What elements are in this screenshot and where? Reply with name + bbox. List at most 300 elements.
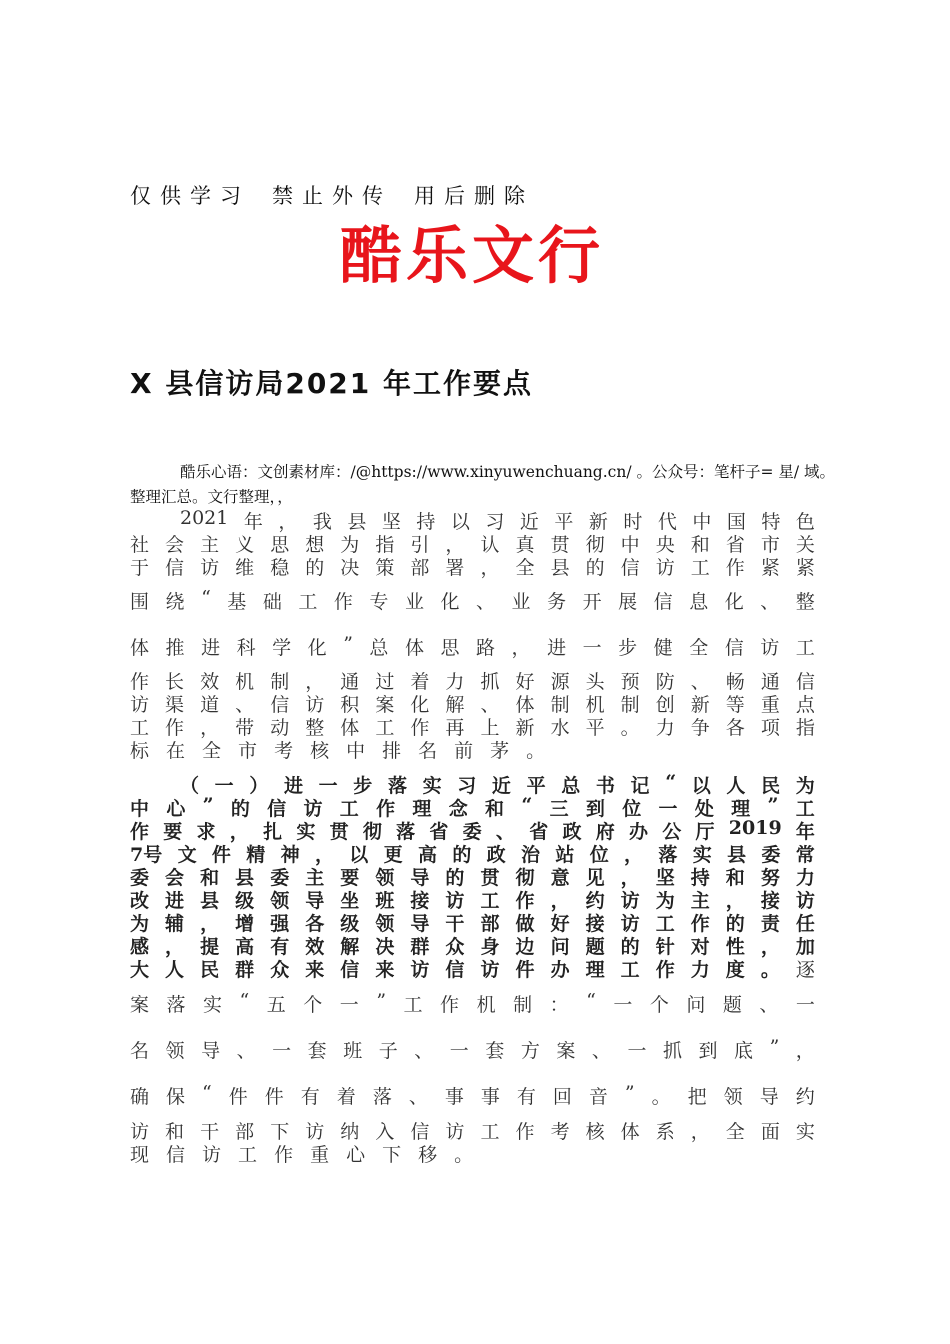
text-glyph: 访 [795, 890, 815, 912]
text-glyph: 稳 [270, 557, 290, 579]
text-glyph: 、 [760, 591, 780, 613]
text-glyph: 访 [305, 694, 325, 716]
text-glyph: 2021 [180, 507, 229, 529]
text-glyph: 力 [655, 717, 675, 739]
text-glyph: ， [690, 1121, 710, 1143]
text-glyph: 近 [519, 511, 539, 533]
text-glyph: 件 [228, 1086, 248, 1108]
text-glyph: 记 [630, 775, 650, 797]
text-glyph: 针 [655, 936, 675, 958]
text-glyph: 题 [722, 994, 742, 1016]
text-glyph: 部 [480, 913, 500, 935]
text-glyph: ， [278, 511, 298, 533]
text-glyph: 渠 [165, 694, 185, 716]
text-glyph: 总 [369, 637, 389, 659]
text-glyph: 要 [163, 821, 183, 843]
text-glyph: 访 [410, 959, 430, 981]
text-glyph: 感 [130, 936, 150, 958]
text-glyph: 工 [655, 913, 675, 935]
text-glyph: 扎 [263, 821, 283, 843]
text-glyph: 绕 [165, 591, 185, 613]
text-glyph: 、 [690, 671, 710, 693]
text-glyph: 业 [511, 591, 531, 613]
text-glyph: 众 [445, 936, 465, 958]
text-glyph: 有 [270, 936, 290, 958]
text-glyph: 制 [270, 671, 290, 693]
text-glyph: 在 [166, 740, 186, 762]
text-glyph: 接 [760, 890, 780, 912]
text-glyph: ） [249, 775, 269, 797]
text-glyph: 着 [336, 1086, 356, 1108]
text-glyph: 作 [165, 717, 185, 739]
text-glyph: 边 [515, 936, 535, 958]
text-glyph: 决 [375, 936, 395, 958]
text-glyph: 紧 [795, 557, 815, 579]
text-glyph: 个 [649, 994, 669, 1016]
text-glyph: 一 [627, 1040, 647, 1062]
paragraph1-line [130, 736, 815, 763]
text-glyph: “ [202, 1082, 212, 1104]
text-glyph: 主 [690, 890, 710, 912]
text-glyph: 底 [734, 1040, 754, 1062]
text-glyph: 坚 [655, 867, 675, 889]
text-glyph: 彻 [362, 821, 382, 843]
text-glyph: 干 [200, 1121, 220, 1143]
text-glyph: 方 [520, 1040, 540, 1062]
text-glyph: 加 [795, 936, 815, 958]
text-glyph: 7号 [130, 844, 163, 866]
text-glyph: 创 [655, 694, 675, 716]
text-glyph: 访 [130, 694, 150, 716]
text-glyph: 国 [726, 511, 746, 533]
text-glyph: 工 [130, 717, 150, 739]
text-glyph: 、 [495, 821, 515, 843]
text-glyph: 制 [513, 994, 533, 1016]
text-glyph: 工 [403, 994, 423, 1016]
text-glyph: 责 [760, 913, 780, 935]
text-glyph: 名 [418, 740, 438, 762]
text-glyph: 套 [307, 1040, 327, 1062]
text-glyph: 名 [130, 1040, 150, 1062]
paragraph1-line [130, 553, 815, 580]
text-glyph: 。 [620, 717, 640, 739]
text-glyph: ， [620, 867, 640, 889]
text-glyph: 省 [725, 534, 745, 556]
text-glyph: 治 [521, 844, 541, 866]
paragraph3-line [130, 1082, 815, 1109]
text-glyph: 问 [550, 936, 570, 958]
text-glyph: 解 [445, 694, 465, 716]
text-glyph: 众 [270, 959, 290, 981]
text-glyph: 以 [691, 775, 711, 797]
text-glyph: ， [725, 890, 745, 912]
text-glyph: ， [624, 844, 644, 866]
text-glyph: 整 [305, 717, 325, 739]
text-glyph: 部 [410, 557, 430, 579]
text-glyph: 站 [555, 844, 575, 866]
text-glyph: 工 [339, 798, 359, 820]
text-glyph: 作 [130, 671, 150, 693]
text-glyph: 项 [760, 717, 780, 739]
text-glyph: 实 [422, 775, 442, 797]
text-glyph: 和 [165, 1121, 185, 1143]
text-glyph: 更 [383, 844, 403, 866]
paragraph2-line [130, 955, 815, 982]
text-glyph: 为 [340, 534, 360, 556]
text-glyph: 新 [690, 694, 710, 716]
text-glyph: “ [239, 990, 250, 1012]
text-glyph: 各 [725, 717, 745, 739]
text-glyph: 作 [725, 557, 745, 579]
text-glyph: 进 [547, 637, 567, 659]
text-glyph: 领 [375, 867, 395, 889]
text-glyph: 新 [588, 511, 608, 533]
text-glyph: 业 [404, 591, 424, 613]
text-glyph: 落 [387, 775, 407, 797]
text-glyph: 信 [445, 959, 465, 981]
brand-logo-text: 酷乐文行 [340, 219, 605, 292]
text-glyph: 效 [305, 936, 325, 958]
text-glyph: 一 [613, 994, 633, 1016]
text-glyph: 持 [690, 867, 710, 889]
text-glyph: （ [180, 775, 200, 797]
text-glyph: 五 [266, 994, 286, 1016]
text-glyph: 带 [235, 717, 255, 739]
text-glyph: 特 [761, 511, 781, 533]
text-glyph: 干 [445, 913, 465, 935]
text-glyph: 访 [202, 1144, 222, 1166]
text-glyph: 体 [620, 1121, 640, 1143]
text-glyph: 的 [620, 936, 640, 958]
text-glyph: ， [305, 671, 325, 693]
text-glyph: 有 [300, 1086, 320, 1108]
text-glyph: 化 [724, 591, 744, 613]
text-glyph: 作 [333, 591, 353, 613]
text-glyph: 改 [130, 890, 150, 912]
paragraph3-line [130, 1140, 815, 1167]
text-glyph: 核 [310, 740, 330, 762]
text-glyph: 和 [725, 867, 745, 889]
text-glyph: 中 [620, 534, 640, 556]
text-glyph: 级 [235, 890, 255, 912]
text-glyph: 身 [480, 936, 500, 958]
text-glyph: 强 [270, 913, 290, 935]
text-glyph: 高 [417, 844, 437, 866]
text-glyph: 大 [130, 959, 150, 981]
text-glyph: 道 [200, 694, 220, 716]
promo-note [130, 460, 850, 510]
text-glyph: 、 [236, 1040, 256, 1062]
text-glyph: 和 [690, 534, 710, 556]
text-glyph: 信 [270, 694, 290, 716]
text-glyph: 一 [449, 1040, 469, 1062]
text-glyph: 委 [270, 867, 290, 889]
text-glyph: 一 [339, 994, 359, 1016]
text-glyph: 开 [582, 591, 602, 613]
text-glyph: 时 [623, 511, 643, 533]
text-glyph: 神 [280, 844, 300, 866]
text-glyph: 、 [414, 1040, 434, 1062]
text-glyph: 导 [759, 1086, 779, 1108]
text-glyph: 决 [340, 557, 360, 579]
text-glyph: ” [624, 1082, 635, 1104]
text-glyph: 积 [340, 694, 360, 716]
text-glyph: 健 [653, 637, 673, 659]
text-glyph: 件 [211, 844, 231, 866]
text-glyph: 信 [410, 1121, 430, 1143]
text-glyph: 三 [549, 798, 569, 820]
text-glyph: ” [343, 633, 353, 655]
text-glyph: 引 [410, 534, 430, 556]
text-glyph: 息 [689, 591, 709, 613]
text-glyph: 年 [795, 821, 815, 843]
text-glyph: 有 [516, 1086, 536, 1108]
text-glyph: 考 [550, 1121, 570, 1143]
text-glyph: 访 [200, 557, 220, 579]
text-glyph: 重 [310, 1144, 330, 1166]
text-glyph: 整 [795, 591, 815, 613]
text-glyph: 心 [346, 1144, 366, 1166]
text-glyph: 。 [454, 1144, 474, 1166]
text-glyph: 访 [620, 890, 640, 912]
text-glyph: 的 [305, 557, 325, 579]
text-glyph: 来 [305, 959, 325, 981]
text-glyph: 央 [655, 534, 675, 556]
text-glyph: 和 [485, 798, 505, 820]
text-glyph: 班 [343, 1040, 363, 1062]
text-glyph: 总 [561, 775, 581, 797]
text-glyph: 做 [515, 913, 535, 935]
text-glyph: “ [586, 990, 596, 1012]
text-glyph: 平 [526, 775, 546, 797]
text-glyph: 彻 [585, 534, 605, 556]
text-glyph: 题 [585, 936, 605, 958]
text-glyph: 访 [480, 959, 500, 981]
text-glyph: 效 [200, 671, 220, 693]
text-glyph: 领 [270, 890, 290, 912]
text-glyph: 持 [416, 511, 436, 533]
text-glyph: 办 [628, 821, 648, 843]
text-glyph: 落 [372, 1086, 392, 1108]
text-glyph: 政 [486, 844, 506, 866]
text-glyph: 机 [585, 694, 605, 716]
text-glyph: 府 [595, 821, 615, 843]
text-glyph: 、 [591, 1040, 611, 1062]
text-glyph: ， [165, 936, 185, 958]
text-glyph: 市 [760, 534, 780, 556]
text-glyph: 公 [662, 821, 682, 843]
text-glyph: 作 [515, 890, 535, 912]
text-glyph: 工 [480, 1121, 500, 1143]
text-glyph: 访 [760, 637, 780, 659]
text-glyph: 访 [620, 913, 640, 935]
text-glyph: 办 [550, 959, 570, 981]
text-glyph: 步 [618, 637, 638, 659]
text-glyph: 下 [382, 1144, 402, 1166]
text-glyph: “ [201, 587, 211, 609]
text-glyph: 信 [795, 671, 815, 693]
text-glyph: 套 [485, 1040, 505, 1062]
text-glyph: 访 [303, 798, 323, 820]
text-glyph: 要 [340, 867, 360, 889]
text-glyph: 个 [303, 994, 323, 1016]
text-glyph: 增 [235, 913, 255, 935]
text-glyph: 见 [585, 867, 605, 889]
text-glyph: 工 [690, 557, 710, 579]
text-glyph: 为 [795, 775, 815, 797]
text-glyph: 的 [725, 913, 745, 935]
paragraph1-line [130, 587, 815, 614]
text-glyph: 核 [585, 1121, 605, 1143]
text-glyph: 实 [203, 994, 223, 1016]
text-glyph: 色 [795, 511, 815, 533]
text-glyph: ” [767, 794, 779, 816]
text-glyph: 进 [201, 637, 221, 659]
text-glyph: 常 [795, 844, 815, 866]
text-glyph: 县 [200, 890, 220, 912]
text-glyph: 署 [445, 557, 465, 579]
notice-study-only: 仅供学习 [130, 184, 250, 208]
text-glyph: 防 [655, 671, 675, 693]
text-glyph: 化 [410, 694, 430, 716]
text-glyph: 导 [305, 890, 325, 912]
text-glyph: 习 [485, 511, 505, 533]
text-glyph: 步 [353, 775, 373, 797]
text-glyph: 接 [585, 913, 605, 935]
text-glyph: 信 [620, 557, 640, 579]
text-glyph: 工 [795, 637, 815, 659]
text-glyph: 进 [165, 890, 185, 912]
text-glyph: 逐 [795, 959, 815, 981]
text-glyph: 全 [725, 1121, 745, 1143]
text-glyph: 约 [795, 1086, 815, 1108]
notice-no-distribution: 禁止外传 [272, 184, 392, 208]
text-glyph: 好 [550, 913, 570, 935]
text-glyph: 中 [130, 798, 150, 820]
text-glyph: 音 [588, 1086, 608, 1108]
text-glyph: 群 [235, 959, 255, 981]
text-glyph: 制 [620, 694, 640, 716]
text-glyph: 政 [562, 821, 582, 843]
text-glyph: 以 [349, 844, 369, 866]
text-glyph: 和 [200, 867, 220, 889]
text-glyph: 科 [236, 637, 256, 659]
text-glyph: 化 [307, 637, 327, 659]
text-glyph: 义 [235, 534, 255, 556]
text-glyph: 移 [418, 1144, 438, 1166]
text-glyph: 作 [655, 959, 675, 981]
text-glyph: ， [445, 534, 465, 556]
text-glyph: 委 [761, 844, 781, 866]
text-glyph: 县 [550, 557, 570, 579]
text-glyph: 务 [547, 591, 567, 613]
text-glyph: ， [200, 717, 220, 739]
text-glyph: 紧 [760, 557, 780, 579]
text-glyph: 信 [267, 798, 287, 820]
text-glyph: 思 [270, 534, 290, 556]
text-glyph: 会 [165, 867, 185, 889]
text-glyph: 中 [346, 740, 366, 762]
text-glyph: 主 [305, 867, 325, 889]
text-glyph: 对 [690, 936, 710, 958]
paragraph1-line [130, 633, 815, 660]
paragraph3-line [130, 1036, 815, 1063]
text-glyph: 努 [760, 867, 780, 889]
text-glyph: 抓 [480, 671, 500, 693]
text-glyph: 案 [556, 1040, 576, 1062]
text-glyph: 过 [375, 671, 395, 693]
text-glyph: 信 [340, 959, 360, 981]
text-glyph: 确 [130, 1086, 150, 1108]
text-glyph: 等 [725, 694, 745, 716]
text-glyph: 。 [526, 740, 546, 762]
text-glyph: 一 [214, 775, 234, 797]
text-glyph: 标 [130, 740, 150, 762]
text-glyph: 理 [585, 959, 605, 981]
text-glyph: 争 [690, 717, 710, 739]
text-glyph: 会 [165, 534, 185, 556]
text-glyph: ， [480, 557, 500, 579]
text-glyph: 展 [618, 591, 638, 613]
text-glyph: 力 [690, 959, 710, 981]
text-glyph: 的 [585, 557, 605, 579]
text-glyph: 习 [457, 775, 477, 797]
text-glyph: 全 [689, 637, 709, 659]
text-glyph: 平 [554, 511, 574, 533]
text-glyph: ： [549, 994, 569, 1016]
text-glyph: 高 [235, 936, 255, 958]
text-glyph: 件 [515, 959, 535, 981]
text-glyph: 、 [476, 591, 496, 613]
text-glyph: 县 [347, 511, 367, 533]
text-glyph: 入 [375, 1121, 395, 1143]
text-glyph: 到 [698, 1040, 718, 1062]
text-glyph: 重 [760, 694, 780, 716]
text-glyph: 到 [585, 798, 605, 820]
text-glyph: 导 [410, 913, 430, 935]
text-glyph: 系 [655, 1121, 675, 1143]
text-glyph: “ [521, 794, 533, 816]
text-glyph: 把 [687, 1086, 707, 1108]
text-glyph: 、 [408, 1086, 428, 1108]
text-glyph: 信 [653, 591, 673, 613]
text-glyph: 力 [795, 867, 815, 889]
text-glyph: 心 [166, 798, 186, 820]
text-glyph: 贯 [550, 534, 570, 556]
text-glyph: 辅 [165, 913, 185, 935]
text-glyph: 进 [283, 775, 303, 797]
text-glyph: 信 [165, 557, 185, 579]
text-glyph: 源 [550, 671, 570, 693]
text-glyph: 体 [340, 717, 360, 739]
promo-line-1: 酷乐心语：文创素材库：/@https://www.xinyuwenchuang.cn/ 。公众号：笔杆子= 星/ 域。 [180, 463, 836, 481]
text-glyph: 、 [759, 994, 779, 1016]
text-glyph: 信 [166, 1144, 186, 1166]
text-glyph: 2019 [728, 817, 782, 839]
text-glyph: 为 [655, 890, 675, 912]
paragraph3-line [130, 990, 815, 1017]
text-glyph: 好 [515, 671, 535, 693]
text-glyph: 长 [165, 671, 185, 693]
text-glyph: ， [795, 1040, 815, 1062]
text-glyph: 一 [272, 1040, 292, 1062]
text-glyph: 访 [445, 890, 465, 912]
text-glyph: 案 [375, 694, 395, 716]
text-glyph: 案 [130, 994, 150, 1016]
text-glyph: 主 [200, 534, 220, 556]
text-glyph: 市 [238, 740, 258, 762]
text-glyph: 级 [340, 913, 360, 935]
